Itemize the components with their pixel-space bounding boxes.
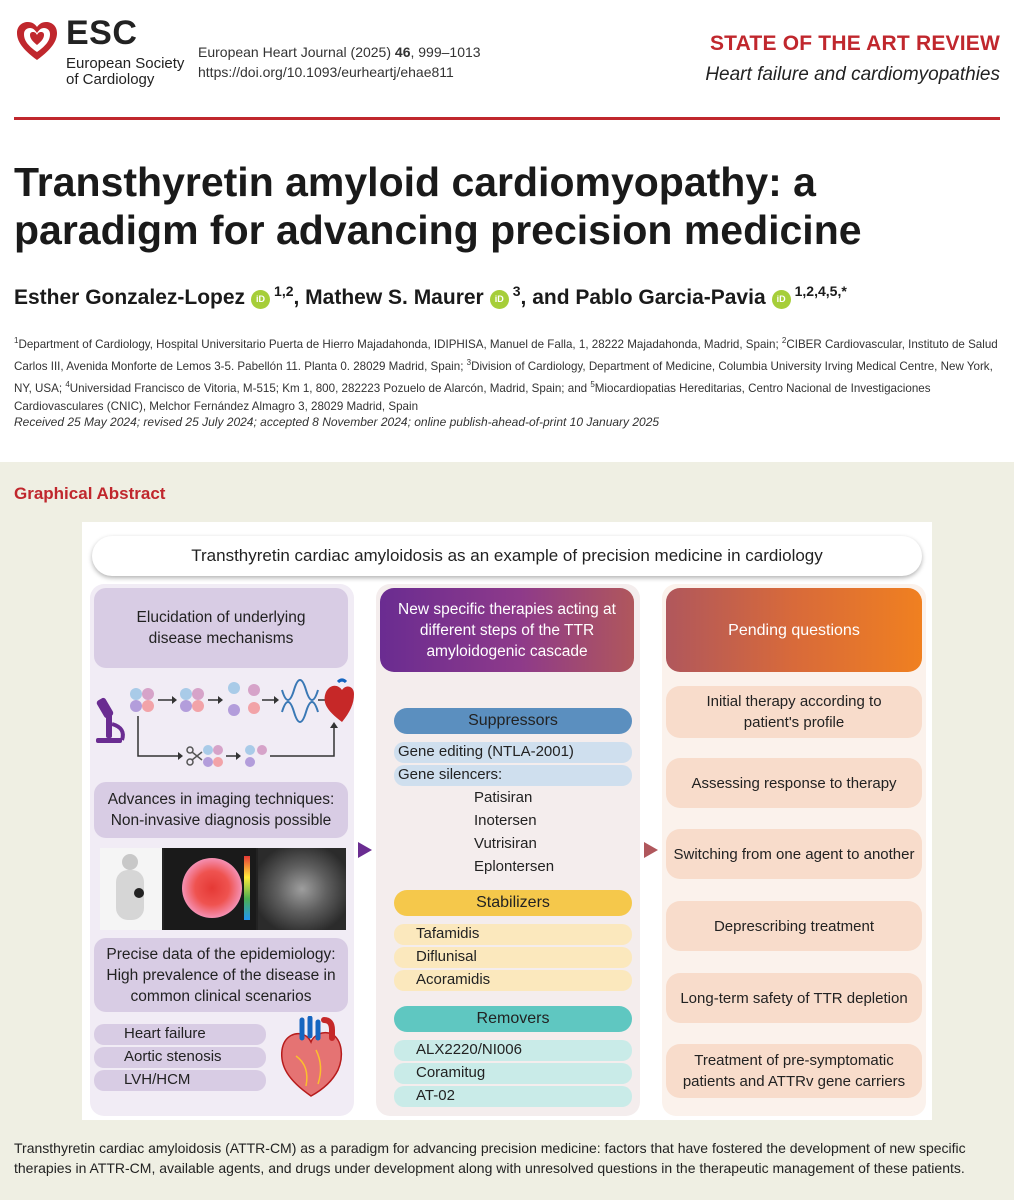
scenario-pill: Heart failure — [94, 1024, 266, 1045]
esc-heart-logo — [14, 18, 60, 64]
monomer-icon — [228, 682, 260, 716]
author-name[interactable]: Mathew S. Maurer — [305, 286, 484, 309]
section-subtype: Heart failure and cardiomyopathies — [705, 64, 1000, 85]
removers-label: Removers — [394, 1006, 632, 1032]
pending-question: Switching from one agent to another — [666, 829, 922, 879]
scenario-pill: LVH/HCM — [94, 1070, 266, 1091]
author-list: Esther Gonzalez-Lopez iD $^{1,2}$, Mathew S. Maurer iD $^3$, and Pablo Garcia-Pavia iD $^{1,2,4,5,*}$ — [14, 283, 847, 309]
journal-pages: 999–1013 — [418, 44, 481, 60]
stabilizer-drug: Tafamidis — [394, 924, 632, 945]
stabilizer-drug: Acoramidis — [394, 970, 632, 991]
journal-name: European Heart Journal (2025) — [198, 44, 392, 60]
stabilizer-drug: Diflunisal — [394, 947, 632, 968]
scintigraphy-image — [100, 848, 162, 930]
imaging-montage — [100, 848, 346, 930]
affiliation: Division of Cardiology, Department of Medicine, Columbia University Irving Medical Centre, New York, NY, USA; — [14, 359, 993, 395]
orcid-icon[interactable]: iD — [490, 290, 509, 309]
journal-citation: European Heart Journal (2025) 46, 999–1013 — [198, 44, 481, 60]
silencer-drug: Vutrisiran — [474, 835, 537, 852]
author-name[interactable]: Esther Gonzalez-Lopez — [14, 286, 246, 309]
graphical-abstract-heading: Graphical Abstract — [14, 484, 166, 503]
header-divider — [14, 117, 1000, 120]
stabilizers-label: Stabilizers — [394, 890, 632, 916]
arrow-right-icon — [644, 842, 658, 858]
remover-drug: Coramitug — [394, 1063, 632, 1084]
graphical-abstract-figure — [82, 522, 932, 1120]
pending-question: Deprescribing treatment — [666, 901, 922, 951]
imaging-box: Advances in imaging techniques: Non-invasive diagnosis possible — [94, 782, 348, 838]
mechanisms-box: Elucidation of underlying disease mechanisms — [94, 588, 348, 668]
column-pending-questions — [662, 584, 926, 1116]
affiliation: CIBER Cardiovascular, Instituto de Salud Carlos III, Avenida Monforte de Lemos 3-5. Pabellón 11. Planta 0. 28029 Madrid, Spain; — [14, 337, 998, 373]
section-type: STATE OF THE ART REVIEW — [709, 32, 1000, 55]
gene-editing-item: Gene editing (NTLA-2001) — [394, 742, 632, 763]
mechanism-schematic — [90, 676, 354, 778]
affiliations: $^1$Department of Cardiology, Hospital Universitario Puerta de Hierro Majadahonda, IDIPHISA, Manuel de Falla, 1, 28222 Majadahonda, Madrid, Spain; $^2$CIBER Cardiovascular, Instituto de Salud Carlos III, Avenida Monforte de Lemos 3-5. Pabellón 11. Planta 0. 28029 Madrid, Spain; $^3$Division of Cardiology, Department of Medicine, Columbia University Irving Medical Centre, New York, NY, USA; $^4$Universidad Francisco de Vitoria, M-515; Km 1, 800, 282223 Pozuelo de Alarcón, Madrid, Spain; and $^5$Miocardiopatias Hereditarias, Centro Nacional de Investigaciones Cardiovasculares (CNIC), Melchor Fernández Almagro 3, 28029 Madrid, Spain — [14, 336, 998, 413]
pending-question: Treatment of pre-symptomatic patients and ATTRv gene carriers — [666, 1044, 922, 1098]
author-name[interactable]: and Pablo Garcia-Pavia — [532, 286, 766, 309]
orcid-icon[interactable]: iD — [772, 290, 791, 309]
gene-silencers-item: Gene silencers: — [394, 765, 632, 786]
orcid-icon[interactable]: iD — [251, 290, 270, 309]
microscope-icon — [96, 697, 123, 743]
scenario-pill: Aortic stenosis — [94, 1047, 266, 1068]
ttr-tetramer-icon — [130, 688, 154, 712]
strain-map-image — [164, 848, 256, 930]
pending-questions-header: Pending questions — [666, 588, 922, 672]
journal-volume: 46 — [394, 44, 411, 60]
page-header — [0, 0, 1014, 118]
figure-title: Transthyretin cardiac amyloidosis as an example of precision medicine in cardiology — [92, 536, 922, 576]
suppressors-label: Suppressors — [394, 708, 632, 734]
esc-abbreviation: ESC — [66, 14, 138, 52]
epidemiology-box: Precise data of the epidemiology: High prevalence of the disease in common clinical scenarios — [94, 938, 348, 1012]
silencer-drug: Eplontersen — [474, 858, 555, 875]
cleaved-monomer-icon — [203, 745, 223, 767]
graphical-abstract-caption: Transthyretin cardiac amyloidosis (ATTR-CM) as a paradigm for advancing precision medicine: factors that have fostered the development of new specific therapies in ATTR-CM, available agents, and drugs under development along with unresolved questions in the therapeutic management of these patients. — [14, 1140, 966, 1176]
received-dates: Received 25 May 2024; revised 25 July 2024; accepted 8 November 2024; online publish-ahead-of-print 10 January 2025 — [14, 415, 660, 429]
pending-question: Long-term safety of TTR depletion — [666, 973, 922, 1023]
fragment-icon — [245, 745, 267, 767]
remover-drug: AT-02 — [394, 1086, 632, 1107]
arrow-right-icon — [358, 842, 372, 858]
graphical-abstract-panel — [0, 462, 1014, 1200]
anatomical-heart-icon — [276, 1016, 346, 1098]
affiliation: Universidad Francisco de Vitoria, M-515; Km 1, 800, 282223 Pozuelo de Alarcón, Madrid, Spain; and — [69, 381, 591, 395]
heart-icon — [325, 680, 354, 722]
article-title: Transthyretin amyloid cardiomyopathy: a paradigm for advancing precision medicine — [14, 159, 862, 253]
silencer-drug: Patisiran — [474, 789, 533, 806]
pending-question: Initial therapy according to patient's profile — [666, 686, 922, 738]
doi-link[interactable]: https://doi.org/10.1093/eurheartj/ehae811 — [198, 64, 454, 80]
affiliation: Miocardiopatias Hereditarias, Centro Nacional de Investigaciones Cardiovasculares (CNIC), Melchor Fernández Almagro 3, 28029 Madrid, Spain — [14, 381, 931, 413]
cmr-image — [258, 848, 346, 930]
scissors-icon — [187, 747, 202, 765]
author-affil-ref: 1,2 — [274, 283, 294, 299]
affiliation: Department of Cardiology, Hospital Universitario Puerta de Hierro Majadahonda, IDIPHISA, Manuel de Falla, 1, 28222 Majadahonda, Madrid, Spain; — [18, 337, 782, 351]
amyloid-fibril-icon — [282, 680, 318, 722]
column-therapies — [376, 584, 640, 1116]
esc-full-name: European Society of Cardiology — [66, 55, 185, 88]
silencer-drug: Inotersen — [474, 812, 537, 829]
pending-question: Assessing response to therapy — [666, 758, 922, 808]
dimer-icon — [180, 688, 204, 712]
author-affil-ref: 1,2,4,5,* — [794, 283, 847, 299]
therapies-header: New specific therapies acting at different steps of the TTR amyloidogenic cascade — [380, 588, 634, 672]
remover-drug: ALX2220/NI006 — [394, 1040, 632, 1061]
author-affil-ref: 3 — [512, 283, 521, 299]
column-disease-mechanisms — [90, 584, 354, 1116]
